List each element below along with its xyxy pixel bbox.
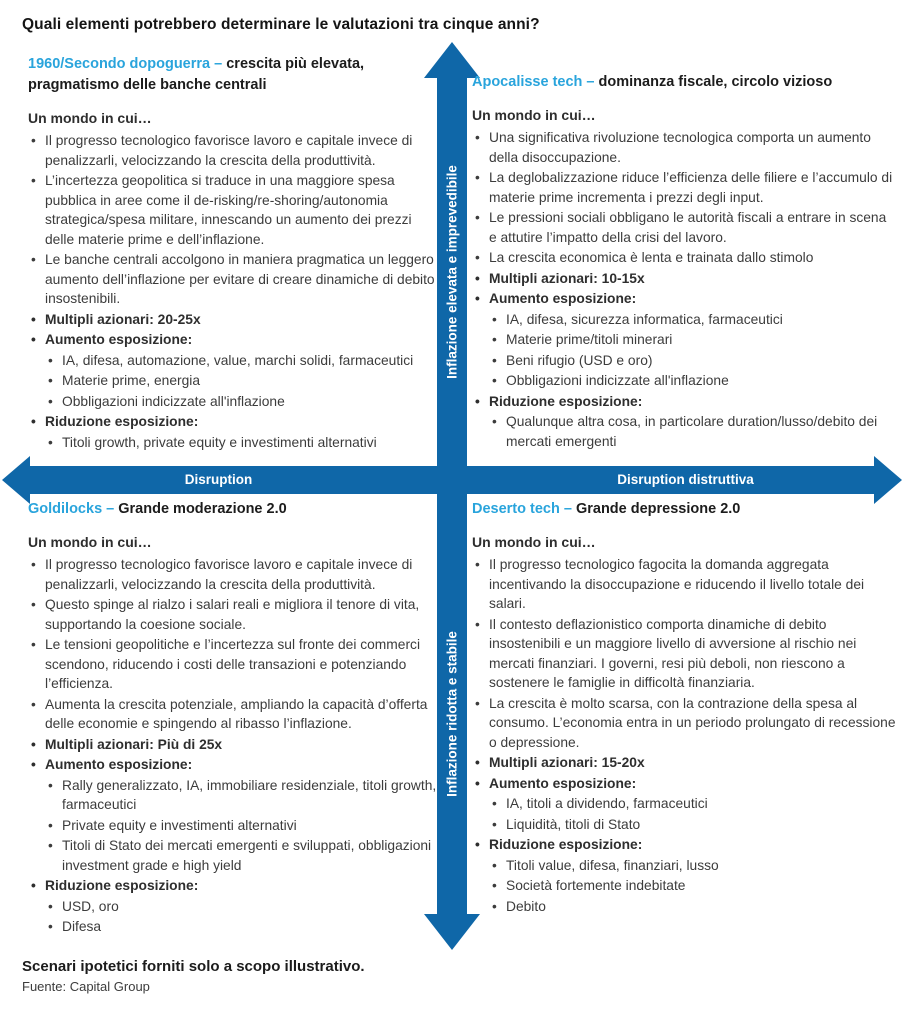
bullet-list [472, 555, 898, 916]
bullet-item: • Beni rifugio (USD e oro) [489, 351, 896, 371]
quadrant-name-accent: Goldilocks – [28, 501, 115, 517]
bullet-item: • Riduzione esposizione: [472, 835, 898, 855]
bullet-item: • Il contesto deflazionistico comporta dinamiche di debito insostenibili e un maggiore livello di avversione al rischio nei mercati finanziari. I governi, resi più deboli, non riescono a sostenere le famiglie in difficoltà finanziaria. [472, 615, 898, 693]
bullet-item: • Multipli azionari: 15-20x [472, 753, 898, 773]
quadrant-subtitle: crescita più elevata, pragmatismo delle banche centrali [28, 56, 365, 93]
bullet-item: • Questo spinge al rialzo i salari reali e migliora il tenore di vita, supportando la coesione sociale. [28, 595, 440, 634]
bullet-item: • Materie prime/titoli minerari [489, 330, 896, 350]
bullet-list [28, 555, 440, 937]
quadrant-intro: Un mondo in cui… [28, 110, 152, 126]
bullet-item: • La crescita economica è lenta e trainata dallo stimolo [472, 248, 896, 268]
quadrant-subtitle: dominanza fiscale, circolo vizioso [598, 74, 833, 90]
bullet-item: • Multipli azionari: 20-25x [28, 310, 440, 330]
horizontal-axis-label-right: Disruption distruttiva [617, 472, 754, 487]
source-text: Fuente: Capital Group [22, 979, 150, 994]
quadrant-title [472, 499, 898, 520]
quadrant-deserto-tech [472, 499, 898, 917]
quadrant-name-accent: Apocalisse tech – [472, 74, 595, 90]
quadrant-subtitle: Grande depressione 2.0 [575, 501, 741, 517]
bullet-item: • Il progresso tecnologico favorisce lavoro e capitale invece di penalizzarli, velocizzando la crescita della produttività. [28, 555, 440, 594]
vertical-axis-label-top: Inflazione elevata e imprevedibile [444, 165, 460, 379]
bullet-item: • Difesa [45, 917, 440, 937]
vertical-axis-label-bottom: Inflazione ridotta e stabile [444, 631, 460, 797]
horizontal-axis-label-left: Disruption [184, 472, 253, 487]
bullet-item: • Titoli growth, private equity e investimenti alternativi [45, 433, 440, 453]
bullet-item: • La crescita è molto scarsa, con la contrazione della spesa al consumo. L’economia entra in un periodo prolungato di recessione o depressione. [472, 694, 898, 753]
bullet-item: • L’incertezza geopolitica si traduce in una maggiore spesa pubblica in aree come il de-risking/re-shoring/autonomia strategica/spesa militare, innescando un aumento dei prezzi delle materie prime e dell’inflazione. [28, 171, 440, 249]
bullet-item: • Aumento esposizione: [28, 755, 440, 775]
quadrant-subtitle: Grande moderazione 2.0 [118, 501, 287, 517]
bullet-item: • IA, difesa, sicurezza informatica, farmaceutici [489, 310, 896, 330]
quadrant-1960-secondo-dopoguerra [28, 54, 440, 453]
bullet-item: • IA, titoli a dividendo, farmaceutici [489, 794, 898, 814]
bullet-item: • Aumento esposizione: [472, 774, 898, 794]
bullet-item: • USD, oro [45, 897, 440, 917]
disclaimer-text: Scenari ipotetici forniti solo a scopo illustrativo. [22, 958, 365, 975]
quadrant-intro: Un mondo in cui… [28, 534, 152, 550]
quadrant-name-accent: 1960/Secondo dopoguerra – [28, 56, 223, 72]
bullet-item: • Obbligazioni indicizzate all'inflazione [45, 392, 440, 412]
bullet-item: • Una significativa rivoluzione tecnologica comporta un aumento della disoccupazione. [472, 128, 896, 167]
bullet-item: • Le banche centrali accolgono in maniera pragmatica un leggero aumento dell’inflazione per evitare di creare dinamiche di debito insostenibili. [28, 250, 440, 309]
bullet-list [472, 128, 896, 451]
bullet-item: • Multipli azionari: 10-15x [472, 269, 896, 289]
bullet-item: • Il progresso tecnologico favorisce lavoro e capitale invece di penalizzarli, velocizzando la crescita della produttività. [28, 131, 440, 170]
quadrant-title [472, 72, 896, 93]
quadrant-title [28, 54, 440, 96]
bullet-item: • Titoli di Stato dei mercati emergenti e sviluppati, obbligazioni investment grade e high yield [45, 836, 440, 875]
bullet-item: • Il progresso tecnologico fagocita la domanda aggregata incentivando la disoccupazione e riducendo il livello totale dei salari. [472, 555, 898, 614]
bullet-item: • Aumento esposizione: [472, 289, 896, 309]
quadrant-apocalisse-tech [472, 72, 896, 452]
bullet-item: • Aumento esposizione: [28, 330, 440, 350]
bullet-item: • Le tensioni geopolitiche e l’incertezza sul fronte dei commerci scendono, riducendo i costi delle transazioni e potenziando l’efficienza. [28, 635, 440, 694]
bullet-item: • Rally generalizzato, IA, immobiliare residenziale, titoli growth, farmaceutici [45, 776, 440, 815]
bullet-item: • Titoli value, difesa, finanziari, lusso [489, 856, 898, 876]
quadrant-intro: Un mondo in cui… [472, 534, 596, 550]
page-title: Quali elementi potrebbero determinare le valutazioni tra cinque anni? [22, 16, 540, 33]
bullet-item: • Liquidità, titoli di Stato [489, 815, 898, 835]
bullet-item: • Debito [489, 897, 898, 917]
bullet-item: • Riduzione esposizione: [28, 412, 440, 432]
bullet-item: • Qualunque altra cosa, in particolare duration/lusso/debito dei mercati emergenti [489, 412, 896, 451]
quadrant-goldilocks [28, 499, 440, 938]
bullet-item: • Multipli azionari: Più di 25x [28, 735, 440, 755]
bullet-item: • Riduzione esposizione: [28, 876, 440, 896]
quadrant-name-accent: Deserto tech – [472, 501, 572, 517]
quadrant-intro: Un mondo in cui… [472, 107, 596, 123]
footer [22, 958, 365, 994]
bullet-item: • Le pressioni sociali obbligano le autorità fiscali a entrare in scena e attutire l’impatto della crisi del lavoro. [472, 208, 896, 247]
bullet-item: • Obbligazioni indicizzate all'inflazione [489, 371, 896, 391]
bullet-item: • IA, difesa, automazione, value, marchi solidi, farmaceutici [45, 351, 440, 371]
bullet-item: • La deglobalizzazione riduce l’efficienza delle filiere e l’accumulo di materie prime incrementa i prezzi degli input. [472, 168, 896, 207]
bullet-list [28, 131, 440, 452]
bullet-item: • Private equity e investimenti alternativi [45, 816, 440, 836]
quadrant-title [28, 499, 440, 520]
bullet-item: • Società fortemente indebitate [489, 876, 898, 896]
bullet-item: • Riduzione esposizione: [472, 392, 896, 412]
bullet-item: • Aumenta la crescita potenziale, ampliando la capacità d’offerta delle economie e spingendo al ribasso l’inflazione. [28, 695, 440, 734]
bullet-item: • Materie prime, energia [45, 371, 440, 391]
